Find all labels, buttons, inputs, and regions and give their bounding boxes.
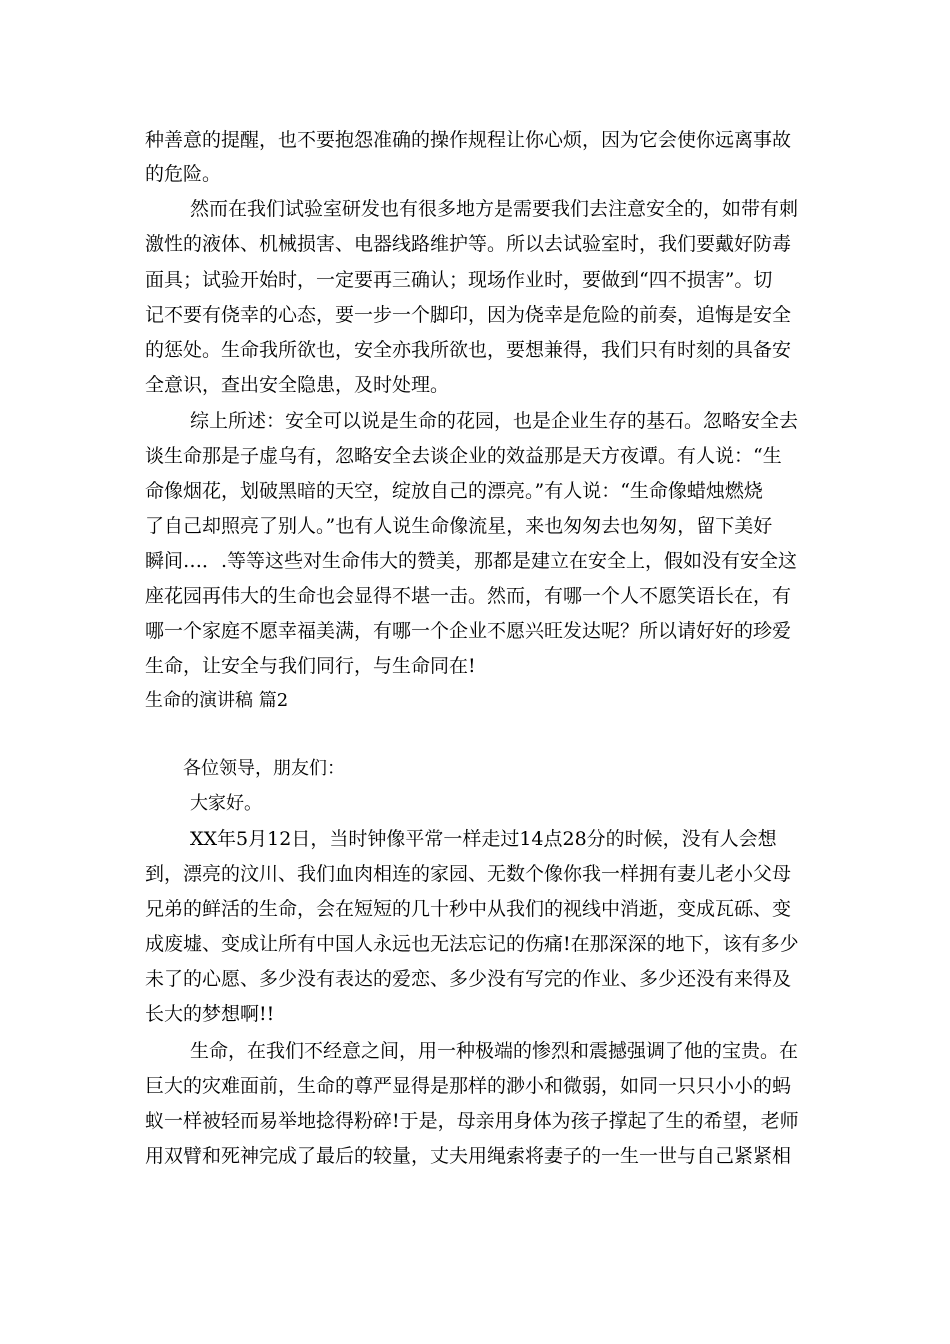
paragraph-2-line-1: 然而在我们试验室研发也有很多地方是需要我们去注意安全的，如带有刺 xyxy=(190,198,799,220)
paragraph-3-line-8: 生命，让安全与我们同行，与生命同在! xyxy=(145,655,476,677)
salutation: 大家好。 xyxy=(190,793,262,814)
paragraph-2-line-2: 激性的液体、机械损害、电器线路维护等。所以去试验室时，我们要戴好防毒 xyxy=(145,233,792,255)
paragraph-4-line-4: 成废墟、变成让所有中国人永远也无法忘记的伤痛!在那深深的地下，该有多少 xyxy=(145,933,799,955)
section-title: 生命的演讲稿 篇2 xyxy=(145,690,289,711)
paragraph-4-line-3: 兄弟的鲜活的生命，会在短短的几十秒中从我们的视线中消逝，变成瓦砾、变 xyxy=(145,898,792,920)
paragraph-3-line-5: 瞬间…．.等等这些对生命伟大的赞美，那都是建立在安全上，假如没有安全这 xyxy=(145,550,798,572)
paragraph-1-line-2: 的危险。 xyxy=(145,163,222,185)
paragraph-2-line-6: 全意识，查出安全隐患，及时处理。 xyxy=(145,374,450,396)
paragraph-1-line-1: 种善意的提醒，也不要抱怨准确的操作规程让你心烦，因为它会使你远离事故 xyxy=(145,129,792,151)
paragraph-2-line-5: 的惩处。生命我所欲也，安全亦我所欲也，要想兼得，我们只有时刻的具备安 xyxy=(145,339,792,361)
paragraph-3-line-3: 命像烟花，划破黑暗的天空，绽放自己的漂亮。”有人说：“生命像蜡烛燃烧 xyxy=(145,480,763,502)
paragraph-4-line-2: 到，漂亮的汶川、我们血肉相连的家园、无数个像你我一样拥有妻儿老小父母 xyxy=(145,863,792,885)
paragraph-2-line-3: 面具；试验开始时，一定要再三确认；现场作业时，要做到“四不损害”。切 xyxy=(145,269,773,291)
paragraph-4-line-1: XX年5月12日，当时钟像平常一样走过14点28分的时候，没有人会想 xyxy=(190,828,777,850)
paragraph-3-line-7: 哪一个家庭不愿幸福美满，有哪一个企业不愿兴旺发达呢？所以请好好的珍爱 xyxy=(145,620,792,642)
paragraph-5-line-4: 用双臂和死神完成了最后的较量，丈夫用绳索将妻子的一生一世与自己紧紧相 xyxy=(145,1145,792,1167)
paragraph-5-line-2: 巨大的灾难面前，生命的尊严显得是那样的渺小和微弱，如同一只只小小的蚂 xyxy=(145,1075,792,1097)
greeting: 各位领导，朋友们： xyxy=(183,758,345,779)
paragraph-3-line-6: 座花园再伟大的生命也会显得不堪一击。然而，有哪一个人不愿笑语长在，有 xyxy=(145,585,792,607)
paragraph-4-line-5: 未了的心愿、多少没有表达的爱恋、多少没有写完的作业、多少还没有来得及 xyxy=(145,968,792,990)
paragraph-4-line-6: 长大的梦想啊!! xyxy=(145,1003,275,1025)
paragraph-5-line-1: 生命，在我们不经意之间，用一种极端的惨烈和震撼强调了他的宝贵。在 xyxy=(190,1040,799,1062)
paragraph-5-line-3: 蚁一样被轻而易举地捻得粉碎!于是，母亲用身体为孩子撑起了生的希望，老师 xyxy=(145,1110,799,1132)
paragraph-3-line-2: 谈生命那是子虚乌有，忽略安全去谈企业的效益那是天方夜谭。有人说：“生 xyxy=(145,445,782,467)
paragraph-2-line-4: 记不要有侥幸的心态，要一步一个脚印，因为侥幸是危险的前奏，追悔是安全 xyxy=(145,304,792,326)
paragraph-3-line-1: 综上所述：安全可以说是生命的花园，也是企业生存的基石。忽略安全去 xyxy=(190,410,799,432)
paragraph-3-line-4: 了自己却照亮了别人。”也有人说生命像流星，来也匆匆去也匆匆，留下美好 xyxy=(145,515,773,537)
